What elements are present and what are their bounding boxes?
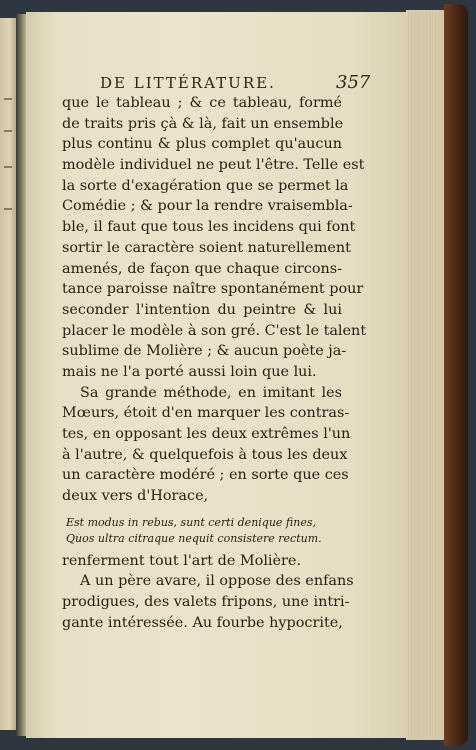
text-line: Comédie ; & pour la rendre vraisembla-	[62, 198, 353, 215]
text-line: deux vers d'Horace,	[62, 488, 209, 505]
text-line: de traits pris çà & là, fait un ensemble	[62, 115, 344, 132]
page-number: 357	[336, 72, 371, 93]
text-line: tance paroisse naître spontanément pour	[62, 281, 364, 298]
text-line: seconder l'intention du peintre & lui	[62, 301, 342, 318]
text-line: un caractère modéré ; en sorte que ces	[62, 467, 349, 484]
facing-page-mark	[4, 98, 12, 100]
text-line: ble, il faut que tous les incidens qui font	[62, 219, 356, 236]
text-line: mais ne l'a porté aussi loin que lui.	[62, 363, 317, 380]
text-line: prodigues, des valets fripons, une intri-	[62, 594, 350, 611]
text-line: plus continu & plus complet qu'aucun	[62, 136, 342, 153]
text-line: la sorte d'exagération que se permet la	[62, 177, 349, 194]
text-line: amenés, de façon que chaque circons-	[62, 260, 342, 277]
book-cover-edge	[444, 4, 468, 746]
text-line: à l'autre, & quelquefois à tous les deux	[62, 446, 348, 463]
text-line: tes, en opposant les deux extrêmes l'un	[62, 426, 351, 442]
text-line: Sa grande méthode, en imitant les	[80, 384, 342, 401]
facing-page-mark	[4, 208, 12, 210]
page-edges	[406, 10, 448, 740]
text-line: Mœurs, étoit d'en marquer les contras-	[62, 405, 350, 422]
running-head: DE LITTÉRATURE.	[100, 74, 276, 92]
body-text	[62, 93, 367, 634]
text-line: A un père avare, il oppose des enfans	[80, 573, 354, 590]
latin-quote-line: Quos ultra citraque nequit consistere rectum.	[66, 531, 322, 545]
latin-quote-line: Est modus in rebus, sunt certi denique fines,	[66, 515, 316, 529]
text-line: placer le modèle à son gré. C'est le talent	[62, 322, 367, 339]
text-line: renferment tout l'art de Molière.	[62, 552, 302, 569]
text-line: modèle individuel ne peut l'être. Telle est	[62, 157, 365, 174]
text-line: que le tableau ; & ce tableau, formé	[62, 95, 342, 111]
text-line: gante intéressée. Au fourbe hypocrite,	[62, 614, 343, 631]
facing-page-mark	[4, 166, 12, 168]
text-line: sortir le caractère soient naturellement	[62, 239, 351, 256]
facing-page-mark	[4, 130, 12, 132]
facing-page-edge	[0, 18, 16, 730]
text-line: sublime de Molière ; & aucun poète ja-	[62, 343, 347, 360]
